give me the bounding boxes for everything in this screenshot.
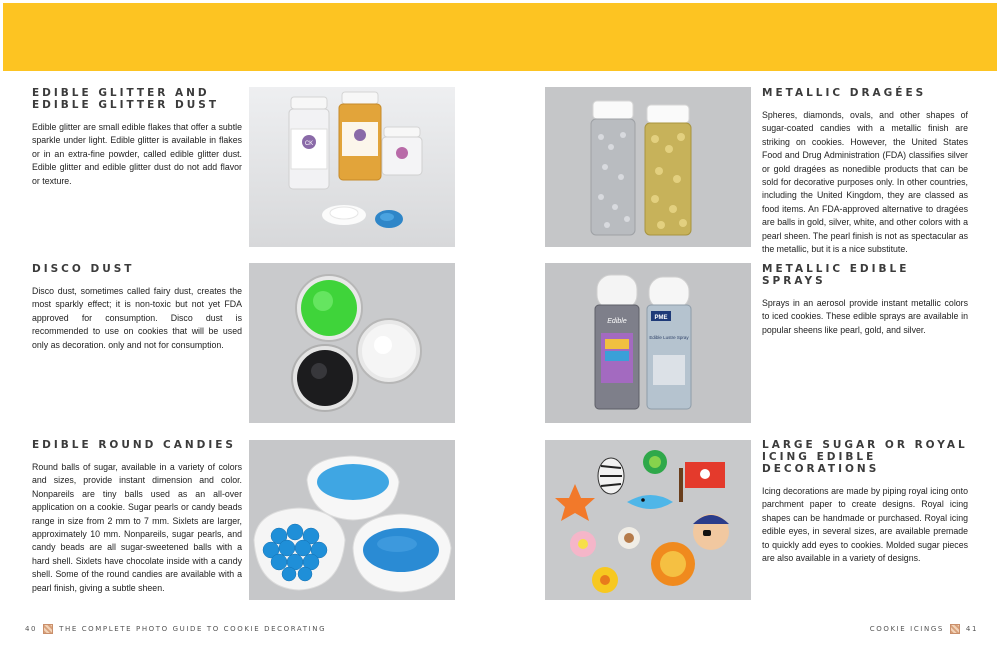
section-icing-decorations <box>762 439 968 565</box>
footer-right <box>870 623 978 635</box>
section-edible-round-candies <box>32 439 242 595</box>
section-body: Edible glitter are small edible flakes that offer a subtle sparkle under light. Edible glitter is available in flakes or in an extra-fine powder, called edible glitter dust. Edible glitter and edible glitter dust do not add flavor or texture. <box>32 122 242 186</box>
section-heading: EDIBLE ROUND CANDIES <box>32 439 236 451</box>
section-metallic-edible-sprays <box>762 263 968 337</box>
book-title: THE COMPLETE PHOTO GUIDE TO COOKIE DECORATING <box>59 625 327 633</box>
section-heading: METALLIC DRAGÉES <box>762 87 927 99</box>
photo-edible-glitter <box>249 87 455 247</box>
spray-label-pme: PME <box>654 315 668 321</box>
page-number-right: 41 <box>965 625 978 633</box>
section-heading: EDIBLE GLITTER AND EDIBLE GLITTER DUST <box>32 87 219 111</box>
section-edible-glitter <box>32 87 242 188</box>
cookie-icon <box>43 624 53 634</box>
footer-left <box>25 623 326 635</box>
section-body: Round balls of sugar, available in a variety of colors and sizes, provide instant dimension and color. Nonpareils are tiny balls used as an all-over application on a cookie. Sugar pearls or candy beads range in size from 2 mm to 7 mm. Sixlets are larger, approximately 10 mm. Nonpareils, sugar pearls, and candy beads are all sugar-sweetened balls with a hard shell. Sixlets have chocolate inside with a candy shell. Some of the round candies are available with a pearl finish, giving a subtle sheen. <box>32 462 242 593</box>
cookie-icon <box>950 624 960 634</box>
spray-label-lustre: Edible Lustre Spray <box>649 335 689 340</box>
photo-icing-decorations <box>545 440 751 600</box>
section-heading: LARGE SUGAR OR ROYAL ICING EDIBLE DECORATIONS <box>762 439 968 475</box>
section-body: Sprays in an aerosol provide instant metallic colors to iced cookies. These edible sprays are available in popular sheens like pearl, gold, and silver. <box>762 298 968 335</box>
page-number-left: 40 <box>25 625 38 633</box>
photo-metallic-sprays <box>545 263 751 423</box>
photo-metallic-dragees <box>545 87 751 247</box>
photo-disco-dust <box>249 263 455 423</box>
section-body: Spheres, diamonds, ovals, and other shapes of sugar-coated candies with a metallic finish are striking on cookies. However, the United States Food and Drug Administration (FDA) classifies silver or gold dragées as nonedible products that can be sold for decorative purposes only. In other countries, including the United Kingdom, they are classed as food items. An FDA-approved alternative to dragées are balls in gold, silver, white, and other colors with a pearl sheen. The pearl finish is not as spectacular as the metallic, but it is a nice substitute. <box>762 110 968 255</box>
section-metallic-dragees <box>762 87 968 256</box>
section-disco-dust <box>32 263 242 352</box>
section-body: Disco dust, sometimes called fairy dust, creates the most sparkly effect; it is non-toxic but not yet FDA approved for consumption. Disco dust is recommended to use on cookies that will be used only as decoration. only and not for consumption. <box>32 286 242 350</box>
photo-round-candies <box>249 440 455 600</box>
header-banner <box>3 3 997 71</box>
jar-label-ck: CK <box>304 141 314 147</box>
section-heading: METALLIC EDIBLE SPRAYS <box>762 263 910 287</box>
chapter-title: COOKIE ICINGS <box>869 625 944 633</box>
spray-label-edible: Edible <box>607 318 627 325</box>
section-heading: DISCO DUST <box>32 263 135 275</box>
section-body: Icing decorations are made by piping royal icing onto parchment paper to create designs. Royal icing shapes can be handmade or purchased. Royal icing edible eyes, in several sizes, are available premade to quickly add eyes to cookies. Molded sugar pieces are also available in a variety of designs. <box>762 486 968 564</box>
